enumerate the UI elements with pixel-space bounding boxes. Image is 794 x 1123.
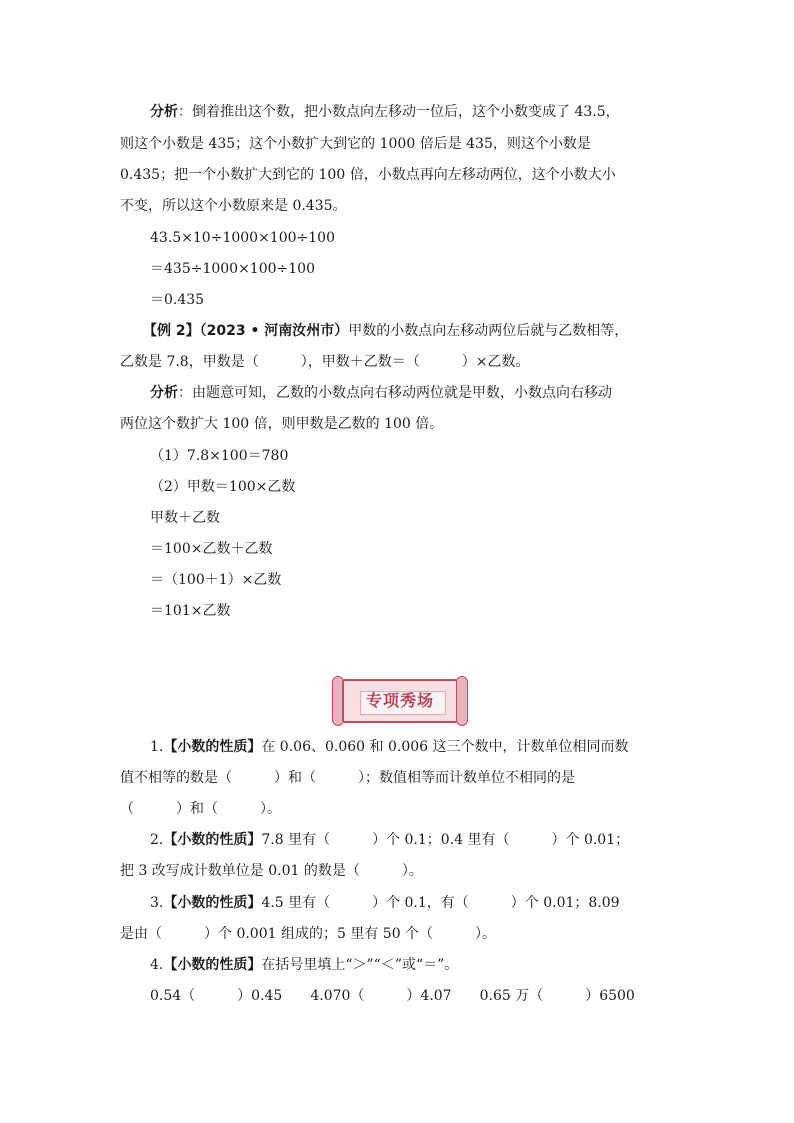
solution-line-2: （2）甲数＝100×乙数 xyxy=(150,479,296,495)
exercise-number: 3. xyxy=(150,895,164,911)
solution-line-5: ＝（100＋1）×乙数 xyxy=(150,572,282,588)
analysis-2-line-1 xyxy=(150,383,612,403)
solution-line-6: ＝101×乙数 xyxy=(150,603,231,619)
exercise-1-line-1 xyxy=(150,737,629,757)
exercise-tag: 【小数的性质】 xyxy=(163,957,262,973)
exercise-text: 7.8 里有（ ）个 0.1；0.4 里有（ ）个 0.01； xyxy=(261,832,630,848)
calc-line-3: ＝0.435 xyxy=(150,292,205,308)
exercise-1-line-2: 值不相等的数是（ ）和（ ）；数值相等而计数单位不相同的是 xyxy=(120,770,575,786)
exercise-tag: 【小数的性质】 xyxy=(163,832,262,848)
exercise-1-line-3: （ ）和（ ）。 xyxy=(120,801,281,817)
exercise-number: 1. xyxy=(150,739,164,755)
exercise-tag: 【小数的性质】 xyxy=(163,739,262,755)
exercise-4-line-2: 0.54（ ）0.45 4.070（ ）4.07 0.65 万（ ）6500 xyxy=(150,988,635,1004)
solution-line-3: 甲数＋乙数 xyxy=(150,510,220,526)
analysis-2-label: 分析 xyxy=(150,385,178,401)
exercise-2-line-2: 把 3 改写成计数单位是 0.01 的数是（ ）。 xyxy=(120,863,423,879)
analysis-line-2: 则这个小数是 435；这个小数扩大到它的 1000 倍后是 435，则这个小数是 xyxy=(120,136,591,152)
analysis-text: ：倒着推出这个数，把小数点向左移动一位后，这个小数变成了 43.5， xyxy=(178,104,620,120)
exercise-3-line-1 xyxy=(150,893,620,913)
exercise-text: 4.5 里有（ ）个 0.1，有（ ）个 0.01；8.09 xyxy=(261,895,620,911)
example-2-line-2: 乙数是 7.8，甲数是（ ），甲数＋乙数＝（ ）×乙数。 xyxy=(120,354,530,370)
analysis-line-3: 0.435；把一个小数扩大到它的 100 倍，小数点再向左移动两位，这个小数大小 xyxy=(120,167,616,183)
example-2-line-1 xyxy=(143,321,628,341)
example-2-text: 甲数的小数点向左移动两位后就与乙数相等， xyxy=(348,323,629,339)
exercise-2-line-1 xyxy=(150,830,629,850)
exercise-4-line-1 xyxy=(150,955,458,975)
solution-line-1: （1）7.8×100＝780 xyxy=(150,448,289,464)
exercise-text: 在 0.06、0.060 和 0.006 这三个数中，计数单位相同而数 xyxy=(261,739,629,755)
exercise-text: 在括号里填上“＞”“＜”或“＝”。 xyxy=(261,957,459,973)
exercise-3-line-2: 是由（ ）个 0.001 组成的；5 里有 50 个（ ）。 xyxy=(120,926,497,942)
example-2-label: 【例 2】（2023 • 河南汝州市） xyxy=(143,323,349,339)
analysis-2-line-2: 两位这个数扩大 100 倍，则甲数是乙数的 100 倍。 xyxy=(120,416,444,432)
section-banner xyxy=(330,676,470,726)
exercise-tag: 【小数的性质】 xyxy=(163,895,262,911)
calc-line-2: ＝435÷1000×100÷100 xyxy=(150,261,315,277)
banner-title: 专项秀场 xyxy=(365,691,434,710)
solution-line-4: ＝100×乙数＋乙数 xyxy=(150,541,273,557)
calc-line-1: 43.5×10÷1000×100÷100 xyxy=(150,230,335,246)
analysis-2-text: ：由题意可知，乙数的小数点向右移动两位就是甲数，小数点向右移动 xyxy=(178,385,612,401)
analysis-line-4: 不变，所以这个小数原来是 0.435。 xyxy=(120,198,347,214)
analysis-line-1 xyxy=(150,102,620,122)
analysis-label: 分析 xyxy=(150,104,178,120)
exercise-number: 4. xyxy=(150,957,164,973)
exercise-number: 2. xyxy=(150,832,164,848)
